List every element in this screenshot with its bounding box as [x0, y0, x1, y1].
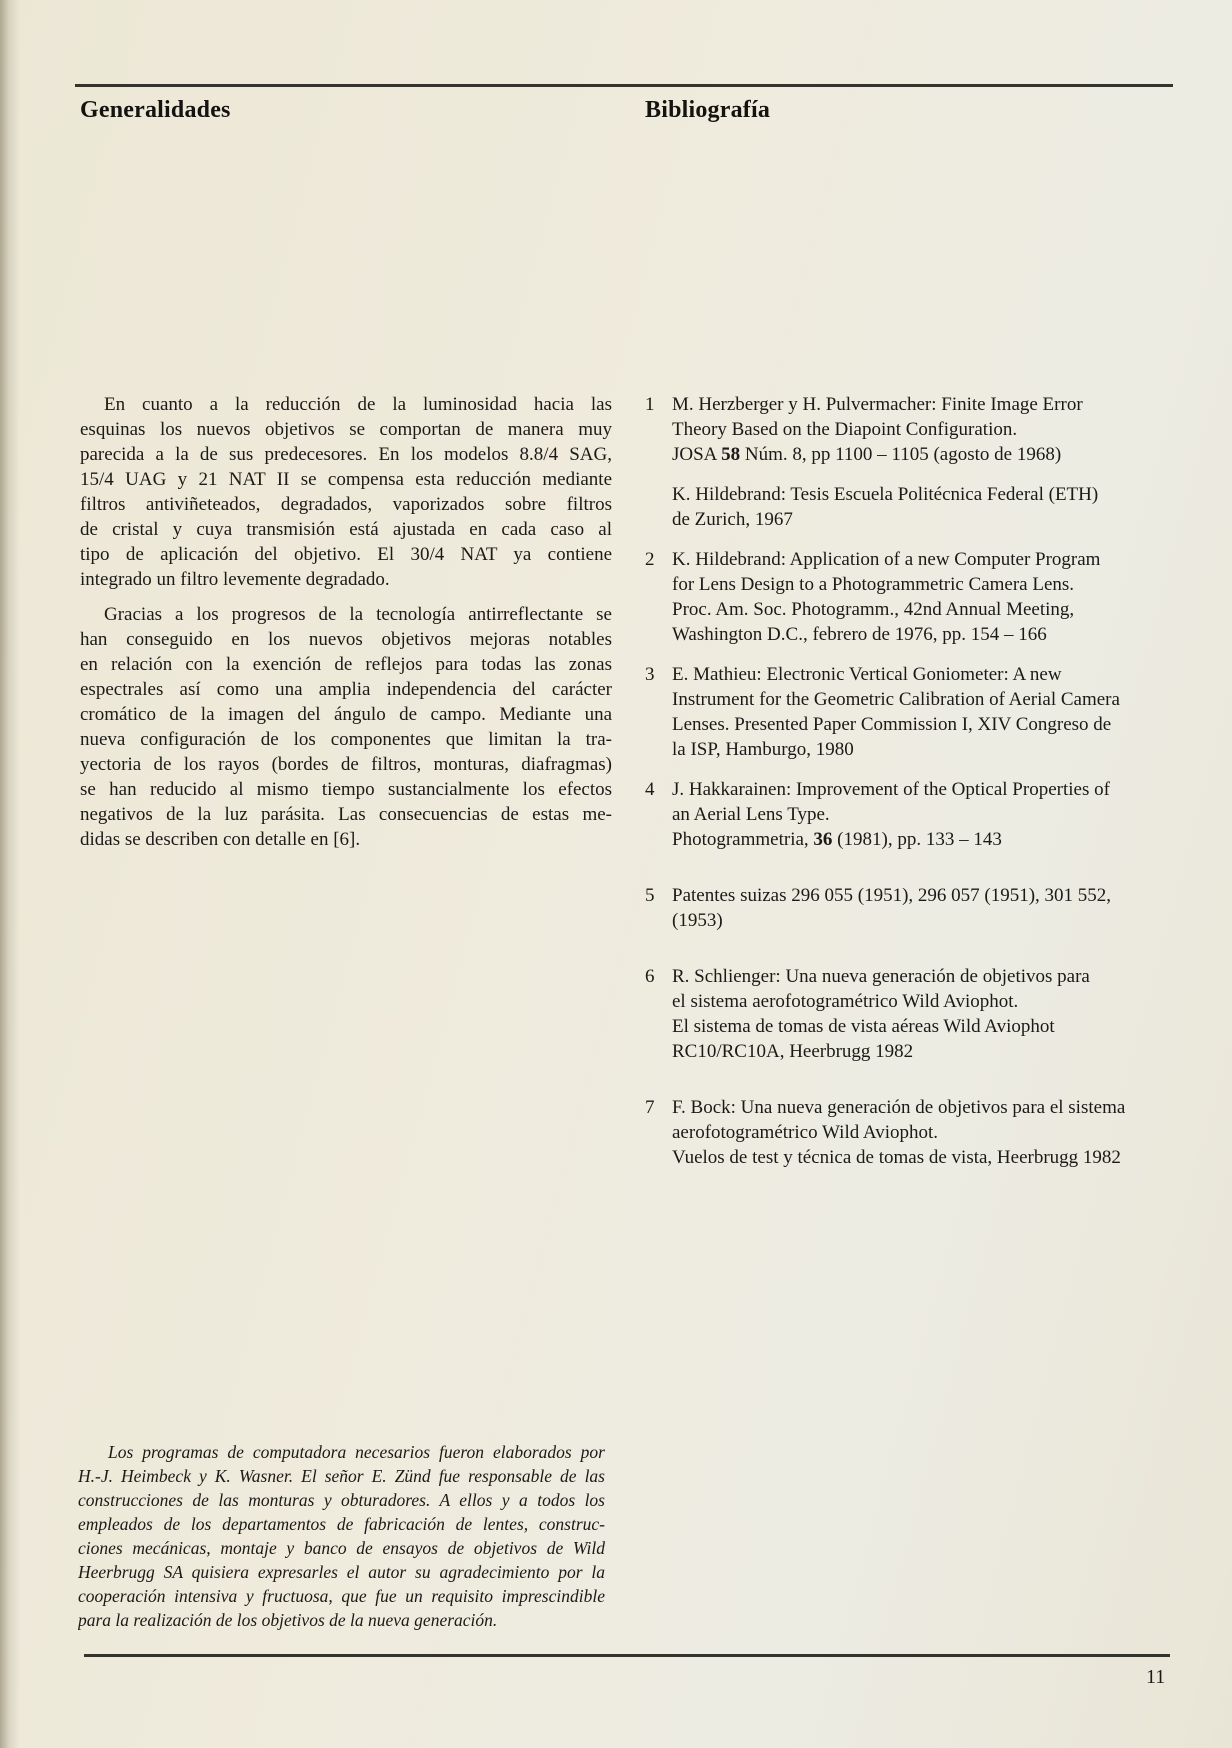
bibliography-entry-number: 3: [645, 664, 655, 685]
bibliography-entry: [645, 392, 1169, 467]
text-line: esquinas los nuevos objetivos se comportan de manera muy: [80, 419, 612, 440]
bibliography-entry-line: de Zurich, 1967: [672, 509, 793, 530]
bibliography-entry-number: 4: [645, 779, 655, 800]
text-line: didas se describen con detalle en [6].: [80, 829, 361, 850]
text-line: Gracias a los progresos de la tecnología antirreflectante se: [104, 604, 612, 625]
bibliography-entry: [645, 964, 1169, 1064]
bibliography-entry-body: [672, 1095, 1169, 1170]
text-line: negativos de la luz parásita. Las consecuencias de estas me-: [80, 804, 612, 825]
bibliography-entry-line: K. Hildebrand: Application of a new Computer Program: [672, 549, 1101, 570]
text-line: en relación con la exención de reflejos para todas las zonas: [80, 654, 612, 675]
bibliography-entry-number: 2: [645, 549, 655, 570]
bibliography-entry: [645, 547, 1169, 647]
text-line: espectrales así como una amplia independencia del carácter: [80, 679, 612, 700]
bibliography-entry: [645, 883, 1169, 933]
acknowledgment-line: Heerbrugg SA quisiera expresarles el autor su agradecimiento por la: [78, 1562, 605, 1582]
bibliography-entry-number: 6: [645, 966, 655, 987]
bibliography-entry-body: [672, 482, 1169, 532]
bibliography-entry-line: Instrument for the Geometric Calibration of Aerial Camera: [672, 689, 1120, 710]
bibliography-list: [645, 392, 1169, 1170]
text-line: han conseguido en los nuevos objetivos mejoras notables: [80, 629, 612, 650]
bibliography-entry: [645, 662, 1169, 762]
bibliography-entry-number: 5: [645, 885, 655, 906]
left-column-body-text: [80, 392, 612, 852]
text-line: integrado un filtro levemente degradado.: [80, 569, 390, 590]
bibliography-entry-body: [672, 777, 1169, 852]
bibliography-entry-line: Vuelos de test y técnica de tomas de vista, Heerbrugg 1982: [672, 1147, 1121, 1168]
section-title-generalidades: Generalidades: [80, 97, 231, 123]
bibliography-entry-line: F. Bock: Una nueva generación de objetivos para el sistema: [672, 1097, 1126, 1118]
text-line: se han reducido al mismo tiempo sustancialmente los efectos: [80, 779, 612, 800]
bibliography-entry-body: [672, 392, 1169, 467]
bibliography-entry-line: (1953): [672, 910, 723, 931]
acknowledgment-line: ciones mecánicas, montaje y banco de ensayos de objetivos de Wild: [78, 1538, 605, 1558]
header-divider-rule: [75, 84, 1173, 87]
text-line: filtros antiviñeteados, degradados, vaporizados sobre filtros: [80, 494, 612, 515]
text-line: nueva configuración de los componentes que limitan la tra-: [80, 729, 612, 750]
bibliography-entry-line: Patentes suizas 296 055 (1951), 296 057 (1951), 301 552,: [672, 885, 1112, 906]
bibliography-entry: [645, 1095, 1169, 1170]
paragraph: [80, 392, 612, 592]
bibliography-entry-line: Photogrammetria, 36 (1981), pp. 133 – 143: [672, 829, 1002, 850]
bibliography-entry-body: [672, 883, 1169, 933]
scan-gutter-shadow: [0, 0, 20, 1748]
bibliography-entry-line: el sistema aerofotogramétrico Wild Aviophot.: [672, 991, 1019, 1012]
bibliography-entry-line: aerofotogramétrico Wild Aviophot.: [672, 1122, 939, 1143]
acknowledgment-line: construcciones de las monturas y obturadores. A ellos y a todos los: [78, 1490, 605, 1510]
text-line: cromático de la imagen del ángulo de campo. Mediante una: [80, 704, 612, 725]
bibliography-entry-line: E. Mathieu: Electronic Vertical Goniometer: A new: [672, 664, 1062, 685]
text-line: parecida a la de sus predecesores. En los modelos 8.8/4 SAG,: [80, 444, 612, 465]
bibliography-entry: [645, 482, 1169, 532]
bibliography-entry-line: for Lens Design to a Photogrammetric Camera Lens.: [672, 574, 1075, 595]
text-line: En cuanto a la reducción de la luminosidad hacia las: [104, 394, 612, 415]
bibliography-entry-body: [672, 964, 1169, 1064]
text-line: 15/4 UAG y 21 NAT II se compensa esta reducción mediante: [80, 469, 612, 490]
footer-divider-rule: [84, 1654, 1170, 1657]
bibliography-entry-number: 7: [645, 1097, 655, 1118]
paragraph: [80, 602, 612, 852]
bibliography-entry-line: R. Schlienger: Una nueva generación de objetivos para: [672, 966, 1090, 987]
page-number: 11: [1146, 1666, 1166, 1688]
bibliography-entry-line: la ISP, Hamburgo, 1980: [672, 739, 854, 760]
text-line: yectoria de los rayos (bordes de filtros, monturas, diafragmas): [80, 754, 612, 775]
bibliography-entry-body: [672, 662, 1169, 762]
acknowledgment-line: empleados de los departamentos de fabricación de lentes, construc-: [78, 1514, 605, 1534]
text-line: de cristal y cuya transmisión está ajustada en cada caso al: [80, 519, 612, 540]
acknowledgment-line: Los programas de computadora necesarios fueron elaborados por: [108, 1442, 605, 1462]
bibliography-entry-line: K. Hildebrand: Tesis Escuela Politécnica Federal (ETH): [672, 484, 1099, 505]
bibliography-entry-line: Lenses. Presented Paper Commission I, XIV Congreso de: [672, 714, 1112, 735]
text-line: tipo de aplicación del objetivo. El 30/4 NAT ya contiene: [80, 544, 612, 565]
bibliography-entry-line: RC10/RC10A, Heerbrugg 1982: [672, 1041, 914, 1062]
section-title-bibliografia: Bibliografía: [645, 97, 771, 123]
bibliography-entry-line: M. Herzberger y H. Pulvermacher: Finite Image Error: [672, 394, 1083, 415]
bibliography-entry-line: Proc. Am. Soc. Photogramm., 42nd Annual Meeting,: [672, 599, 1075, 620]
bibliography-entry-line: Theory Based on the Diapoint Configuration.: [672, 419, 1018, 440]
acknowledgment-line: cooperación intensiva y fructuosa, que fue un requisito imprescindible: [78, 1586, 605, 1606]
bibliography-entry-line: an Aerial Lens Type.: [672, 804, 830, 825]
acknowledgment-line: para la realización de los objetivos de la nueva generación.: [78, 1610, 498, 1630]
bibliography-entry-line: Washington D.C., febrero de 1976, pp. 154 – 166: [672, 624, 1047, 645]
bibliography-entry-line: JOSA 58 Núm. 8, pp 1100 – 1105 (agosto de 1968): [672, 444, 1062, 465]
acknowledgment-paragraph: [78, 1440, 605, 1632]
bibliography-entry-number: 1: [645, 394, 655, 415]
bibliography-entry-line: El sistema de tomas de vista aéreas Wild Aviophot: [672, 1016, 1055, 1037]
acknowledgment-line: H.-J. Heimbeck y K. Wasner. El señor E. Zünd fue responsable de las: [78, 1466, 605, 1486]
bibliography-entry-line: J. Hakkarainen: Improvement of the Optical Properties of: [672, 779, 1110, 800]
bibliography-entry: [645, 777, 1169, 852]
bibliography-entry-body: [672, 547, 1169, 647]
